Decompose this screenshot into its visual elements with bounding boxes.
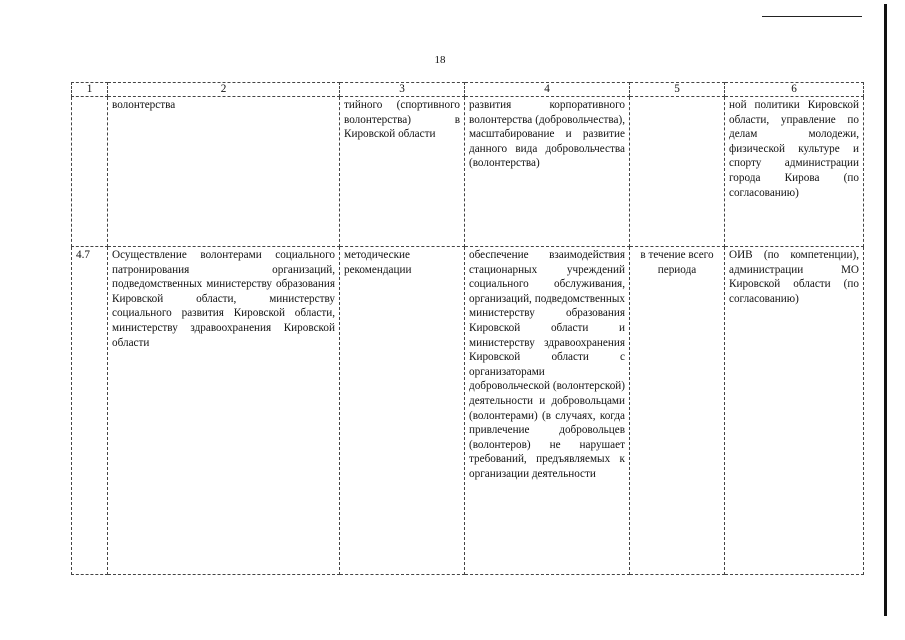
activity-cell: Осуществление волонтерами социального патронирования организаций, подведомственных министерству образования Кировской области, министерству социального развития Кировской области, министерству здравоохранения Кировской области [108, 247, 340, 575]
column-header: 2 [108, 83, 340, 97]
responsible-cell: ной политики Кировской области, управление по делам молодежи, физической культуре и спорту администрации города Кирова (по согласованию) [725, 97, 864, 247]
result-cell: обеспечение взаимодействия стационарных учреждений социального обслуживания, организаций, подведомственных министерству образования Кировской области и министерству здравоохранения Кировской области с организаторами добровольческой (волонтерской) деятельности и добровольцами (волонтерами) (в случаях, когда привлечение добровольцев (волонтеров) не нарушает требований, предъявляемых к организации деятельности [465, 247, 630, 575]
column-header: 4 [465, 83, 630, 97]
column-header: 3 [340, 83, 465, 97]
table-row [72, 97, 864, 247]
form-cell: тийного (спортивного волонтерства) в Кировской области [340, 97, 465, 247]
form-cell: методические рекомендации [340, 247, 465, 575]
column-header: 1 [72, 83, 108, 97]
responsible-cell: ОИВ (по компетенции), администрации МО Кировской области (по согласованию) [725, 247, 864, 575]
table-row [72, 247, 864, 575]
row-number-cell [72, 97, 108, 247]
period-cell: в течение всего периода [630, 247, 725, 575]
period-cell [630, 97, 725, 247]
result-cell: развития корпоративного волонтерства (добровольчества), масштабирование и развитие данного вида добровольчества (волонтерства) [465, 97, 630, 247]
page-edge-bar [884, 4, 887, 616]
plan-table [71, 82, 864, 575]
top-rule [762, 16, 862, 17]
table-header-row [72, 83, 864, 97]
page-number: 18 [434, 54, 446, 66]
column-header: 6 [725, 83, 864, 97]
activity-cell: волонтерства [108, 97, 340, 247]
row-number-cell: 4.7 [72, 247, 108, 575]
column-header: 5 [630, 83, 725, 97]
